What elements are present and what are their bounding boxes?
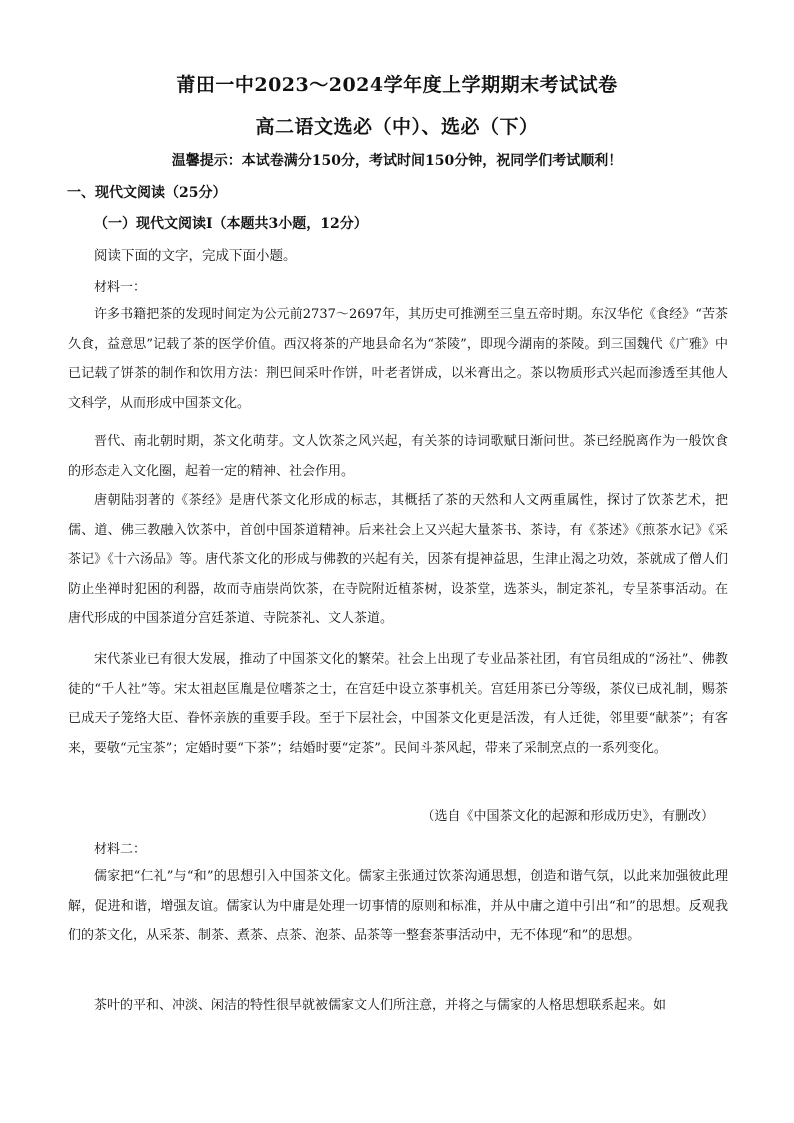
material-1-paragraph: 唐朝陆羽著的《茶经》是唐代茶文化形成的标志，其概括了茶的天然和人文两重属性，探讨了饮茶艺术，把儒、道、佛三教融入饮茶中，首创中国茶道精神。后来社会上又兴起大量茶书、茶诗，有《茶述》《煎茶水记》《采茶记》《十六汤品》等。唐代茶文化的形成与佛教的兴起有关，因茶有提神益思，生津止渴之功效，茶就成了僧人们防止坐禅时犯困的利器，故而寺庙崇尚饮茶，在寺院附近植茶树，设茶堂，选茶头，制定茶礼，专呈茶事活动。在唐代形成的中国茶道分宫廷茶道、寺院茶礼、文人茶道。 bbox=[68, 493, 728, 626]
subsection-heading: （一）现代文阅读Ⅰ（本题共3小题，12分） bbox=[94, 216, 368, 232]
material-1-paragraph: 许多书籍把茶的发现时间定为公元前2737～2697年，其历史可推溯至三皇五帝时期。东汉华佗《食经》“苦茶久食，益意思”记载了茶的医学价值。西汉将茶的产地县命名为“茶陵”，即现今湖南的茶陵。到三国魏代《广雅》中已记载了饼茶的制作和饮用方法：荆巴间采叶作饼，叶老者饼成，以米膏出之。茶以物质形式兴起而渗透至其他人文科学，从而形成中国茶文化。 bbox=[68, 307, 728, 411]
section-heading: 一、现代文阅读（25分） bbox=[67, 185, 227, 201]
material-1-source: （选自《中国茶文化的起源和形成历史》，有删改） bbox=[421, 809, 714, 824]
warm-tip: 温馨提示：本试卷满分150分，考试时间150分钟，祝同学们考试顺利！ bbox=[171, 153, 623, 169]
material-1-paragraph: 晋代、南北朝时期，茶文化萌芽。文人饮茶之风兴起，有关茶的诗词歌赋日渐问世。茶已经脱离作为一般饮食的形态走入文化圈，起着一定的精神、社会作用。 bbox=[68, 434, 728, 479]
material-2-paragraph: 儒家把“仁礼”与“和”的思想引入中国茶文化。儒家主张通过饮茶沟通思想，创造和谐气氛，以此来加强彼此理解，促进和谐，增强友谊。儒家认为中庸是处理一切事情的原则和标准，并从中庸之道中引出“和”的思想。反观我们的茶文化，从采茶、制茶、煮茶、点茶、泡茶、品茶等一整套茶事活动中，无不体现“和”的思想。 bbox=[68, 869, 728, 943]
reading-instruction: 阅读下面的文字，完成下面小题。 bbox=[94, 248, 297, 264]
material-2-label: 材料二： bbox=[94, 842, 147, 857]
material-1-paragraph: 宋代茶业已有很大发展，推动了中国茶文化的繁荣。社会上出现了专业品茶社团，有官员组成的“汤社”、佛教徒的“千人社”等。宋太祖赵匡胤是位嗜茶之士，在宫廷中设立茶事机关。宫廷用茶已分等级，茶仪已成礼制，赐茶已成天子笼络大臣、眷怀亲族的重要手段。至于下层社会，中国茶文化更是活泼，有人迁徙，邻里要“献茶”；有客来，要敬“元宝茶”；定婚时要“下茶”；结婚时要“定茶”。民间斗茶风起，带来了采制烹点的一系列变化。 bbox=[68, 652, 728, 756]
material-2-paragraph: 茶叶的平和、冲淡、闲洁的特性很早就被儒家文人们所注意，并将之与儒家的人格思想联系起来。如 bbox=[94, 998, 667, 1013]
exam-title: 莆田一中2023～2024学年度上学期期末考试试卷 bbox=[176, 74, 618, 96]
exam-subtitle: 高二语文选必（中）、选必（下） bbox=[255, 116, 539, 138]
material-1-label: 材料一： bbox=[94, 280, 147, 295]
